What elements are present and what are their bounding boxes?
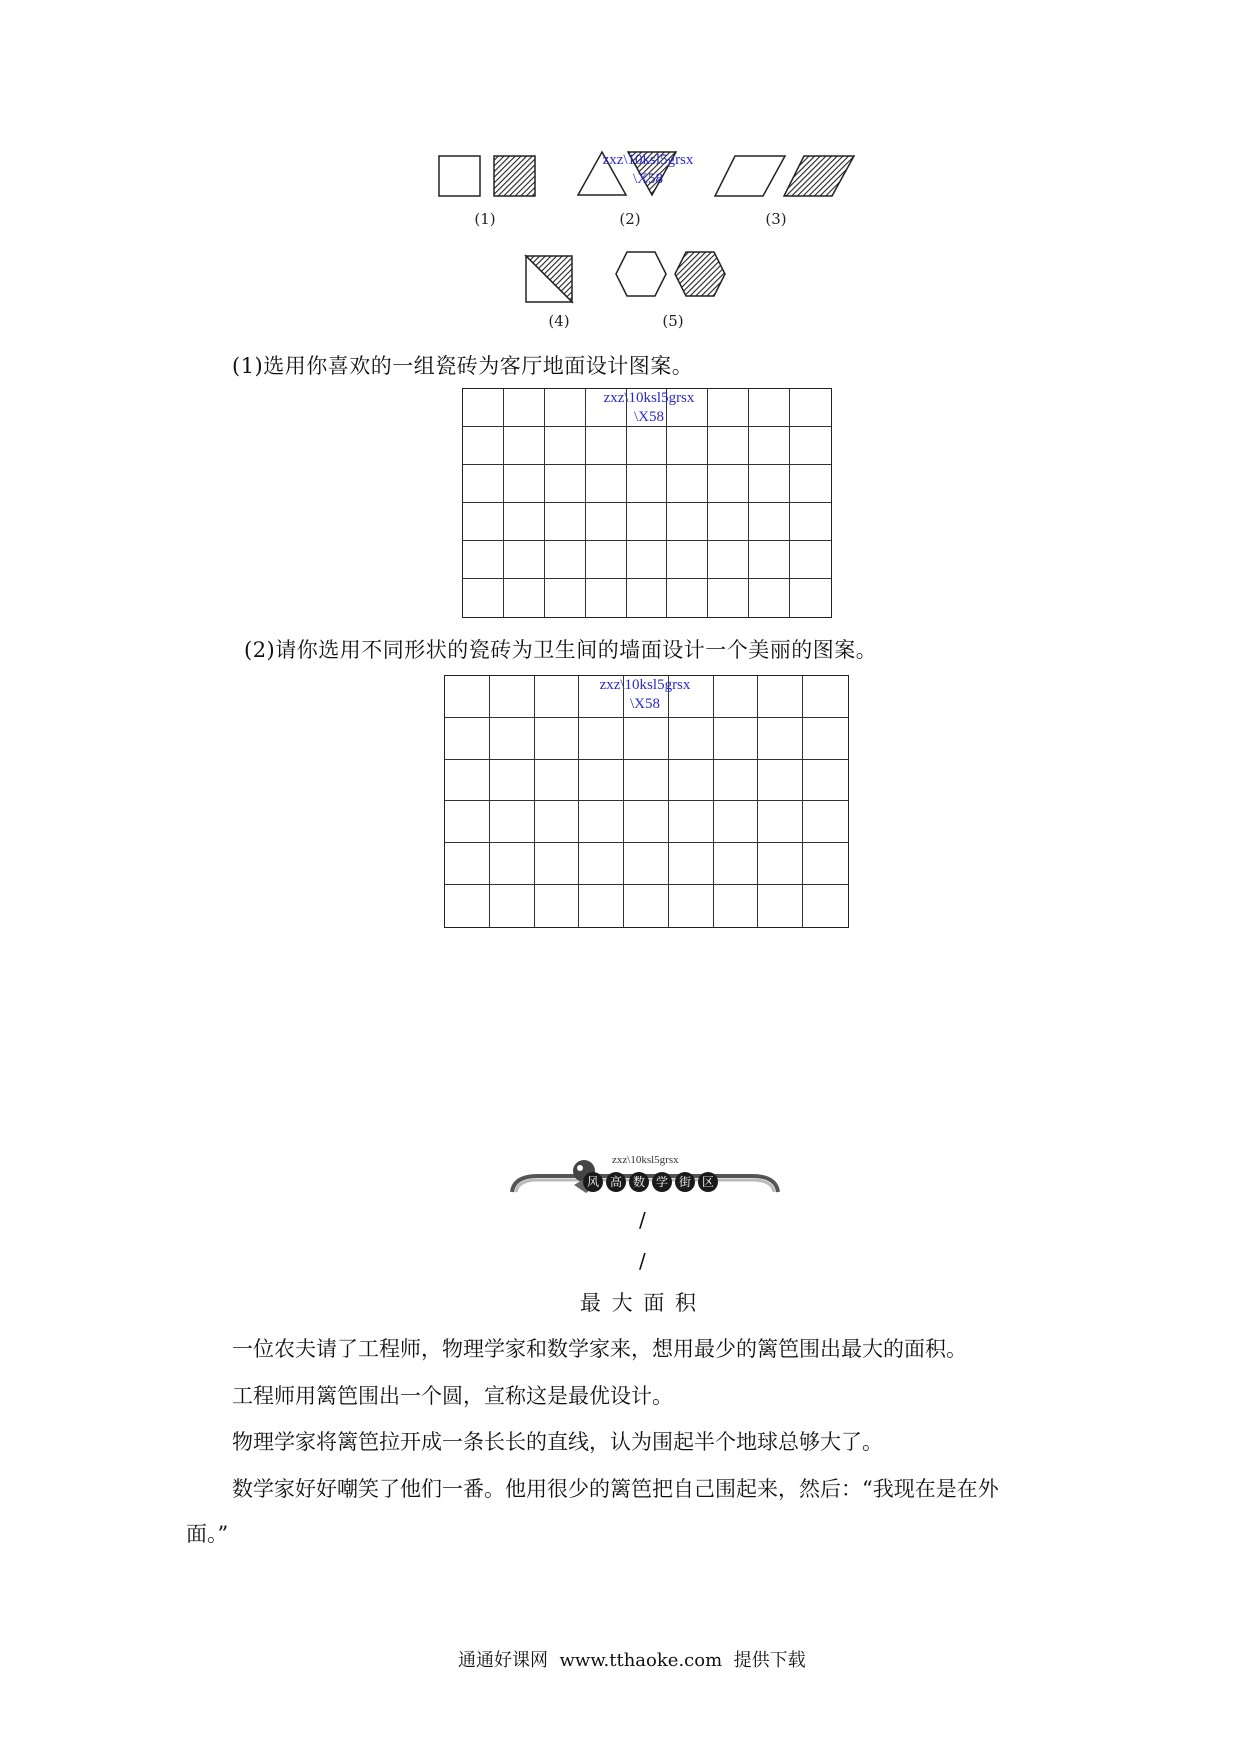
grid-cell — [667, 579, 708, 617]
grid-cell — [667, 503, 708, 541]
grid-cell — [667, 465, 708, 503]
grid-cell — [749, 427, 790, 465]
grid-cell — [490, 801, 535, 843]
grid-cell — [624, 843, 669, 885]
grid-cell — [790, 503, 831, 541]
grid-cell — [627, 465, 668, 503]
grid-cell — [490, 718, 535, 760]
grid-cell — [445, 760, 490, 802]
story-paragraph-2: 工程师用篱笆围出一个圆，宣称这是最优设计。 — [232, 1384, 673, 1408]
story-paragraph-4-line-1: 数学家好好嘲笑了他们一番。他用很少的篱笆把自己围起来，然后：“我现在是在外 — [232, 1477, 999, 1501]
grid-cell — [504, 389, 545, 427]
grid-cell — [758, 843, 803, 885]
grid-cell — [667, 427, 708, 465]
caption-2: (2) — [619, 210, 641, 228]
grid-cell — [714, 843, 759, 885]
grid-cell — [749, 503, 790, 541]
grid-cell — [586, 541, 627, 579]
grid-cell — [445, 718, 490, 760]
grid-cell — [714, 801, 759, 843]
grid-cell — [627, 541, 668, 579]
watermark-figure: zxz\10ksl5grsx \X58 — [602, 152, 694, 187]
grid-cell — [624, 760, 669, 802]
grid-cell — [758, 718, 803, 760]
caption-4: (4) — [548, 312, 570, 330]
banner-char-4: 学 — [652, 1172, 672, 1192]
grid-cell — [586, 579, 627, 617]
grid-cell — [708, 465, 749, 503]
story-paragraph-3: 物理学家将篱笆拉开成一条长长的直线，认为围起半个地球总够大了。 — [232, 1430, 883, 1454]
grid-cell — [545, 503, 586, 541]
story-paragraph-1: 一位农夫请了工程师，物理学家和数学家来，想用最少的篱笆围出最大的面积。 — [232, 1337, 967, 1361]
watermark-grid-1: zxz\10ksl5grsx \X58 — [603, 390, 695, 425]
grid-cell — [758, 760, 803, 802]
watermark-grid-2: zxz\10ksl5grsx \X58 — [599, 677, 691, 712]
caption-1: (1) — [474, 210, 496, 228]
question-2-text: (2)请你选用不同形状的瓷砖为卫生间的墙面设计一个美丽的图案。 — [244, 638, 878, 662]
grid-cell — [463, 541, 504, 579]
grid-cell — [463, 465, 504, 503]
slash-mark-2: / — [639, 1249, 646, 1273]
grid-cell — [579, 801, 624, 843]
banner-watermark: zxz\10ksl5grsx — [612, 1154, 679, 1166]
hexagon-tile-white — [614, 250, 668, 298]
grid-cell — [463, 579, 504, 617]
grid-cell — [758, 801, 803, 843]
grid-cell — [504, 427, 545, 465]
grid-cell — [535, 801, 580, 843]
grid-cell — [504, 465, 545, 503]
grid-cell — [669, 843, 714, 885]
grid-cell — [708, 579, 749, 617]
hexagon-tile-hatched — [673, 250, 727, 298]
grid-cell — [803, 760, 848, 802]
grid-cell — [463, 389, 504, 427]
grid-cell — [790, 579, 831, 617]
grid-cell — [714, 676, 759, 718]
grid-cell — [749, 579, 790, 617]
grid-cell — [545, 465, 586, 503]
grid-cell — [803, 885, 848, 927]
grid-cell — [667, 541, 708, 579]
square-tile-hatched — [493, 155, 537, 199]
banner-char-3: 数 — [629, 1172, 649, 1192]
grid-cell — [579, 718, 624, 760]
grid-cell — [708, 427, 749, 465]
grid-cell — [790, 427, 831, 465]
grid-cell — [758, 676, 803, 718]
grid-cell — [579, 760, 624, 802]
grid-cell — [708, 389, 749, 427]
parallelogram-tile-white — [713, 154, 787, 199]
grid-cell — [803, 843, 848, 885]
banner-char-5: 街 — [675, 1172, 695, 1192]
banner-title — [583, 1171, 721, 1192]
grid-cell — [586, 427, 627, 465]
banner-char-1: 风 — [583, 1172, 603, 1192]
caption-3: (3) — [765, 210, 787, 228]
grid-cell — [749, 541, 790, 579]
grid-cell — [790, 465, 831, 503]
grid-cell — [535, 676, 580, 718]
grid-cell — [803, 801, 848, 843]
grid-cell — [504, 579, 545, 617]
grid-cell — [445, 885, 490, 927]
grid-cell — [490, 843, 535, 885]
grid-cell — [790, 389, 831, 427]
grid-cell — [463, 427, 504, 465]
grid-cell — [535, 760, 580, 802]
grid-cell — [627, 427, 668, 465]
grid-cell — [624, 718, 669, 760]
grid-cell — [624, 801, 669, 843]
grid-cell — [669, 885, 714, 927]
grid-cell — [579, 843, 624, 885]
grid-cell — [490, 760, 535, 802]
grid-cell — [545, 541, 586, 579]
grid-cell — [790, 541, 831, 579]
caption-5: (5) — [662, 312, 684, 330]
grid-cell — [535, 885, 580, 927]
parallelogram-tile-hatched — [782, 154, 856, 199]
square-tile-white — [438, 155, 482, 199]
grid-cell — [463, 503, 504, 541]
grid-cell — [490, 885, 535, 927]
story-title: 最 大 面 积 — [580, 1291, 699, 1315]
grid-cell — [714, 885, 759, 927]
grid-cell — [803, 676, 848, 718]
grid-cell — [714, 718, 759, 760]
grid-cell — [586, 465, 627, 503]
grid-cell — [445, 801, 490, 843]
grid-cell — [714, 760, 759, 802]
grid-cell — [490, 676, 535, 718]
grid-cell — [749, 465, 790, 503]
split-square-tile — [524, 254, 574, 304]
grid-cell — [627, 503, 668, 541]
grid-cell — [545, 427, 586, 465]
banner-char-2: 高 — [606, 1172, 626, 1192]
grid-cell — [708, 503, 749, 541]
story-paragraph-4-line-2: 面。” — [186, 1522, 229, 1546]
grid-cell — [669, 801, 714, 843]
grid-cell — [535, 843, 580, 885]
grid-cell — [749, 389, 790, 427]
grid-cell — [803, 718, 848, 760]
grid-cell — [586, 503, 627, 541]
grid-cell — [504, 503, 545, 541]
grid-cell — [535, 718, 580, 760]
grid-cell — [708, 541, 749, 579]
slash-mark-1: / — [639, 1208, 646, 1232]
grid-cell — [545, 389, 586, 427]
grid-cell — [758, 885, 803, 927]
grid-cell — [627, 579, 668, 617]
grid-cell — [445, 676, 490, 718]
question-1-text: (1)选用你喜欢的一组瓷砖为客厅地面设计图案。 — [232, 354, 694, 378]
banner-char-6: 区 — [698, 1172, 718, 1192]
grid-cell — [579, 885, 624, 927]
grid-cell — [445, 843, 490, 885]
grid-cell — [669, 718, 714, 760]
grid-cell — [504, 541, 545, 579]
footer-credit: 通通好课网 www.tthaoke.com 提供下载 — [458, 1650, 806, 1671]
grid-cell — [624, 885, 669, 927]
grid-cell — [669, 760, 714, 802]
grid-cell — [545, 579, 586, 617]
